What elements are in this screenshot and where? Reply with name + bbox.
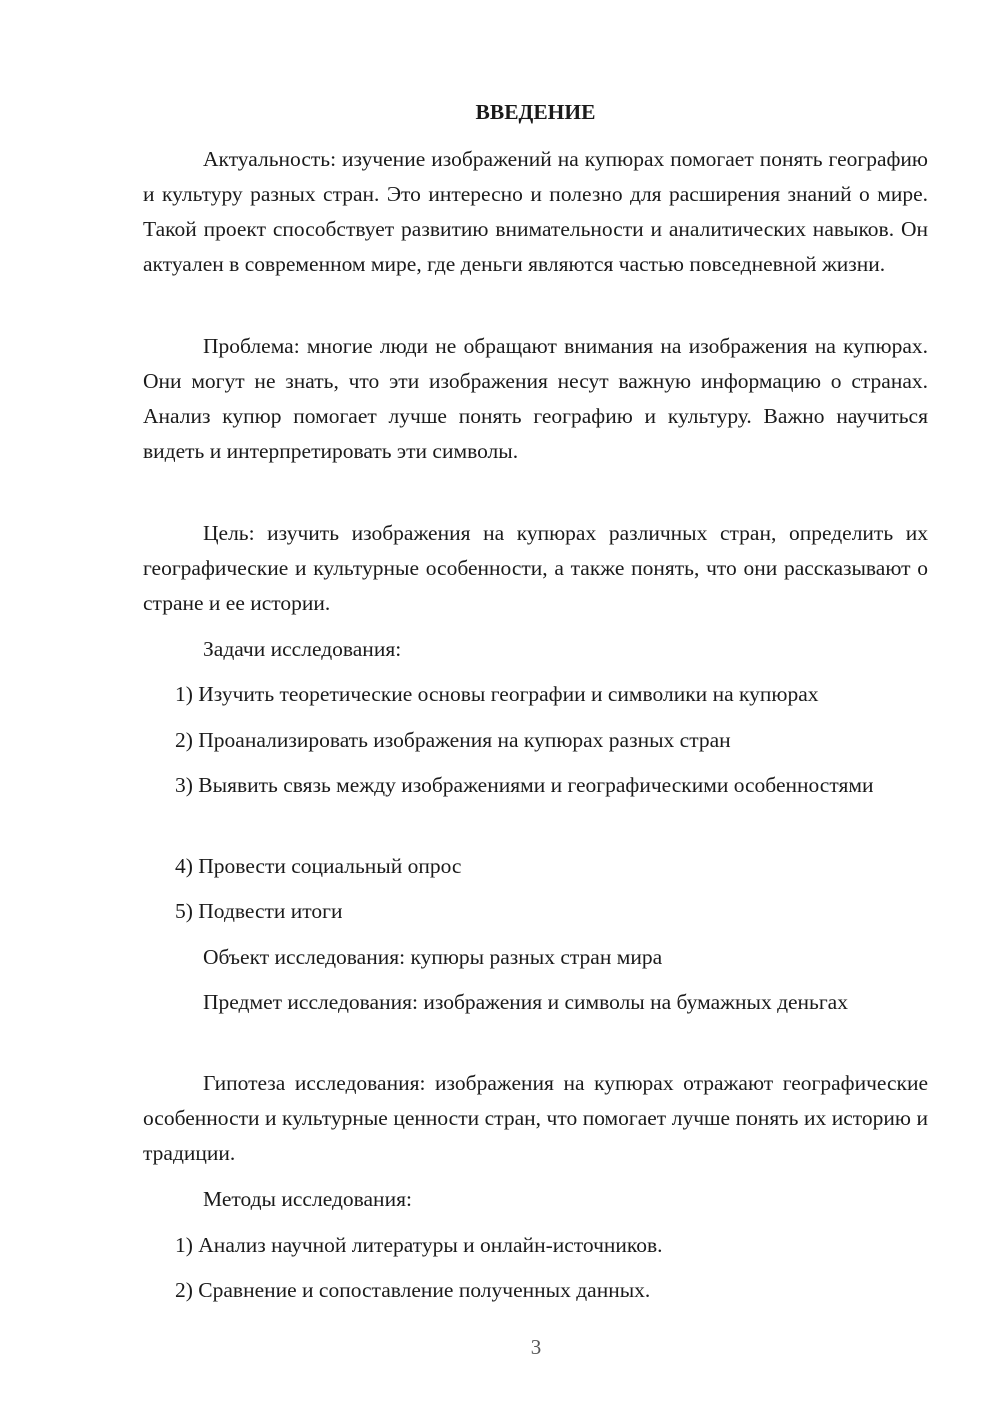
relevance-paragraph: Актуальность: изучение изображений на купюрах помогает понять географию и культуру разных стран. Это интересно и полезно для расширения знаний о мире. Такой проект способствует развитию внимательности и аналитических навыков. Он актуален в современном мире, где деньги являются частью повседневной жизни.	[143, 147, 928, 276]
method-item-1: 1) Анализ научной литературы и онлайн-источников.	[175, 1233, 663, 1257]
task-item-1: 1) Изучить теоретические основы географии и символики на купюрах	[175, 682, 819, 706]
tasks-heading: Задачи исследования:	[203, 637, 402, 661]
method-item-2: 2) Сравнение и сопоставление полученных данных.	[175, 1278, 651, 1302]
page-number: 3	[530, 1335, 542, 1359]
goal-paragraph: Цель: изучить изображения на купюрах различных стран, определить их географические и культурные особенности, а также понять, что они рассказывают о стране и ее истории.	[143, 521, 928, 615]
task-item-3: 3) Выявить связь между изображениями и географическими особенностями	[175, 773, 874, 797]
page-title: ВВЕДЕНИЕ	[475, 100, 596, 124]
methods-heading: Методы исследования:	[203, 1187, 412, 1211]
hypothesis-paragraph: Гипотеза исследования: изображения на купюрах отражают географические особенности и культурные ценности стран, что помогает лучше понять их историю и традиции.	[143, 1071, 928, 1165]
problem-paragraph: Проблема: многие люди не обращают внимания на изображения на купюрах. Они могут не знать, что эти изображения несут важную информацию о странах. Анализ купюр помогает лучше понять географию и культуру. Важно научиться видеть и интерпретировать эти символы.	[143, 334, 928, 463]
object-paragraph: Объект исследования: купюры разных стран мира	[203, 945, 663, 969]
task-item-2: 2) Проанализировать изображения на купюрах разных стран	[175, 728, 731, 752]
subject-paragraph: Предмет исследования: изображения и символы на бумажных деньгах	[203, 990, 848, 1014]
task-item-5: 5) Подвести итоги	[175, 899, 343, 923]
task-item-4: 4) Провести социальный опрос	[175, 854, 462, 878]
